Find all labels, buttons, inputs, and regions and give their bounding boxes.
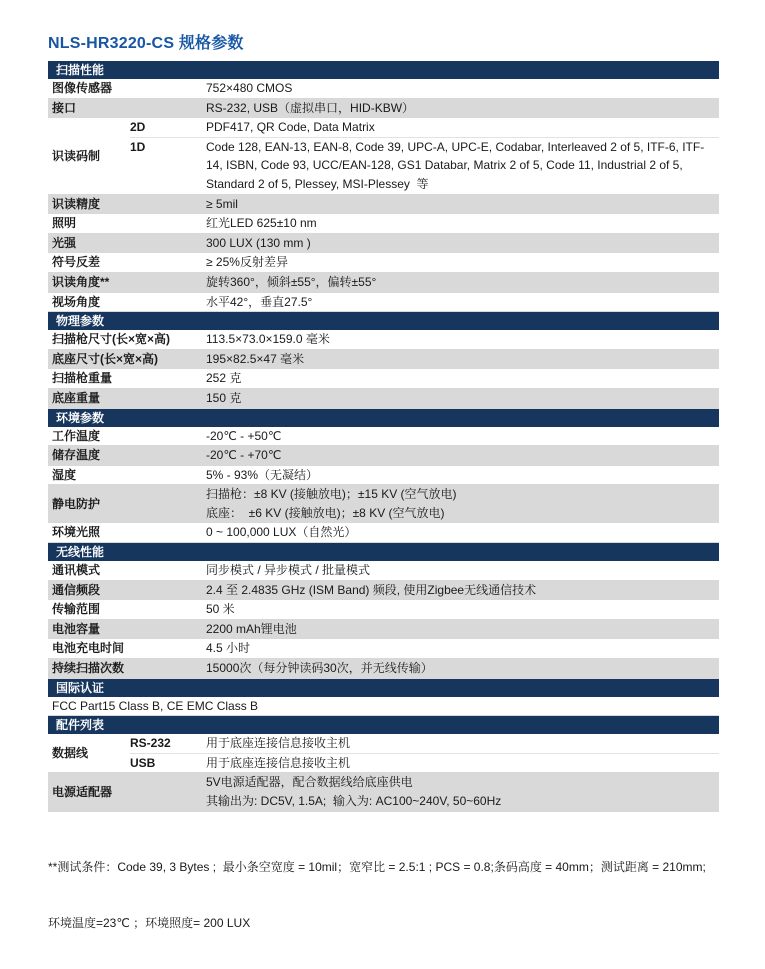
section-header-wireless: 无线性能 (48, 543, 719, 561)
row-symbol-contrast (48, 253, 719, 273)
spec-sublabel: 2D (130, 120, 146, 135)
spec-label: 环境光照 (52, 525, 101, 540)
row-illumination (48, 214, 719, 234)
spec-value: 2.4 至 2.4835 GHz (ISM Band) 频段, 使用Zigbee无线通信技术 (206, 582, 537, 597)
symbologies-subrows (130, 118, 719, 193)
row-storage-temp (48, 446, 719, 466)
row-communication-mode (48, 561, 719, 581)
spec-label: 湿度 (52, 467, 77, 482)
row-precision (48, 195, 719, 215)
row-field-of-view (48, 293, 719, 313)
spec-label: 视场角度 (52, 294, 101, 309)
row-data-cable (48, 734, 719, 773)
spec-value: 扫描枪：±8 KV (接触放电)；±15 KV (空气放电) (206, 487, 457, 502)
section-header-certifications: 国际认证 (48, 679, 719, 697)
spec-value: 5% - 93%（无凝结） (206, 467, 319, 482)
spec-value: FCC Part15 Class B, CE EMC Class B (52, 698, 259, 713)
section-header-physical: 物理参数 (48, 312, 719, 330)
spec-label: 储存温度 (52, 448, 101, 463)
spec-label: 符号反差 (52, 255, 101, 270)
test-conditions-footnote (48, 821, 719, 969)
spec-label: 持续扫描次数 (52, 661, 125, 676)
spec-label: 底座重量 (52, 390, 101, 405)
spec-label: 接口 (52, 100, 77, 115)
spec-sublabel: USB (130, 755, 156, 770)
spec-value: 底座： ±6 KV (接触放电)；±8 KV (空气放电) (206, 505, 445, 520)
spec-value: 300 LUX (130 mm ) (206, 235, 311, 250)
page-title: NLS-HR3220-CS 规格参数 (48, 35, 244, 52)
row-light-intensity (48, 234, 719, 254)
spec-value: 150 克 (206, 390, 242, 405)
spec-value: 4.5 小时 (206, 641, 251, 656)
spec-label: 通讯模式 (52, 563, 101, 578)
spec-label: 底座尺寸(长×宽×高) (52, 351, 159, 366)
row-transmission-range (48, 600, 719, 620)
row-cradle-weight (48, 389, 719, 409)
spec-label: 通信频段 (52, 582, 101, 597)
spec-label: 电源适配器 (52, 784, 113, 799)
spec-value: 用于底座连接信息接收主机 (206, 755, 351, 770)
spec-label: 电池充电时间 (52, 641, 125, 656)
spec-value: 5V电源适配器，配合数据线给底座供电 (206, 775, 413, 790)
row-interface (48, 99, 719, 119)
footnote-line-1: **测试条件：Code 39, 3 Bytes ; 最小条空宽度 = 10mil；宽窄比 = 2.5:1 ; PCS = 0.8;条码高度 = 40mm；测试距离 = 210mm; (48, 859, 706, 874)
power-adapter-lines (206, 773, 719, 810)
spec-label: 传输范围 (52, 602, 101, 617)
row-ambient-light (48, 523, 719, 543)
row-reading-angle (48, 273, 719, 293)
spec-label: 照明 (52, 216, 77, 231)
spec-value: ≥ 5mil (206, 196, 238, 211)
row-cradle-dimensions (48, 350, 719, 370)
spec-label: 工作温度 (52, 428, 101, 443)
row-power-adapter (48, 773, 719, 811)
spec-value: 其输出为: DC5V, 1.5A; 输入为: AC100~240V, 50~60Hz (206, 794, 502, 808)
row-esd-protection (48, 485, 719, 523)
row-scanner-dimensions (48, 330, 719, 350)
spec-label: 识读精度 (52, 196, 101, 211)
spec-value: RS-232, USB（虚拟串口，HID-KBW） (206, 100, 415, 115)
spec-value: 252 克 (206, 371, 242, 386)
spec-label: 数据线 (52, 746, 89, 761)
section-header-environment: 环境参数 (48, 409, 719, 427)
row-image-sensor (48, 79, 719, 99)
spec-sublabel: 1D (130, 139, 146, 154)
section-header-scanning: 扫描性能 (48, 61, 719, 79)
section-header-accessories: 配件列表 (48, 716, 719, 734)
spec-value: -20℃ - +70℃ (206, 448, 282, 463)
spec-value: -20℃ - +50℃ (206, 428, 282, 443)
spec-value: 15000次（每分钟读码30次，并无线传输） (206, 661, 433, 676)
subrow-1d (130, 138, 719, 194)
footnote-line-2: 环境温度=23℃ ；环境照度= 200 LUX (48, 915, 251, 930)
spec-value: 113.5×73.0×159.0 毫米 (206, 332, 330, 347)
spec-document (48, 30, 719, 969)
row-frequency-band (48, 581, 719, 601)
row-certifications (48, 697, 719, 717)
row-symbologies (48, 118, 719, 194)
row-charging-time (48, 639, 719, 659)
spec-value: 水平42°，垂直27.5° (206, 294, 313, 309)
spec-table (48, 61, 719, 812)
spec-value: Code 128, EAN-13, EAN-8, Code 39, UPC-A, UPC-E, Codabar, Interleaved 2 of 5, ITF-6, ITF-14, ISBN, Code 93, UCC/EAN-128, GS1 Databar, Matrix 2 of 5, Code 11, Industrial 2 of 5, Standard 2 of 5, Plessey, MSI-Plessey 等 (206, 139, 705, 191)
esd-lines (206, 485, 719, 522)
spec-value: PDF417, QR Code, Data Matrix (206, 120, 375, 135)
spec-label: 识读角度** (52, 274, 110, 289)
spec-value: 752×480 CMOS (206, 81, 293, 95)
spec-value: 同步模式 / 异步模式 / 批量模式 (206, 563, 371, 578)
row-battery-capacity (48, 620, 719, 640)
subrow-2d (130, 118, 719, 138)
spec-value: 用于底座连接信息接收主机 (206, 736, 351, 751)
row-scan-count (48, 659, 719, 679)
spec-label: 图像传感器 (52, 81, 113, 95)
spec-sublabel: RS-232 (130, 736, 171, 751)
row-humidity (48, 466, 719, 486)
spec-value: 红光LED 625±10 nm (206, 216, 317, 231)
spec-value: 旋转360°，倾斜±55°，偏转±55° (206, 274, 377, 289)
spec-label: 静电防护 (52, 496, 101, 511)
spec-value: 2200 mAh锂电池 (206, 621, 297, 636)
row-scanner-weight (48, 369, 719, 389)
spec-value: 195×82.5×47 毫米 (206, 351, 305, 366)
spec-value: ≥ 25%反射差异 (206, 255, 288, 270)
subrow-rs232 (130, 734, 719, 754)
spec-value: 0 ~ 100,000 LUX（自然光） (206, 525, 357, 540)
spec-label: 扫描枪重量 (52, 371, 113, 386)
row-operating-temp (48, 427, 719, 447)
spec-label: 光强 (52, 235, 77, 250)
spec-label: 识读码制 (52, 148, 101, 163)
spec-value: 50 米 (206, 602, 235, 617)
data-cable-subrows (130, 734, 719, 772)
subrow-usb (130, 754, 719, 773)
spec-label: 电池容量 (52, 621, 101, 636)
spec-label: 扫描枪尺寸(长×宽×高) (52, 332, 171, 347)
